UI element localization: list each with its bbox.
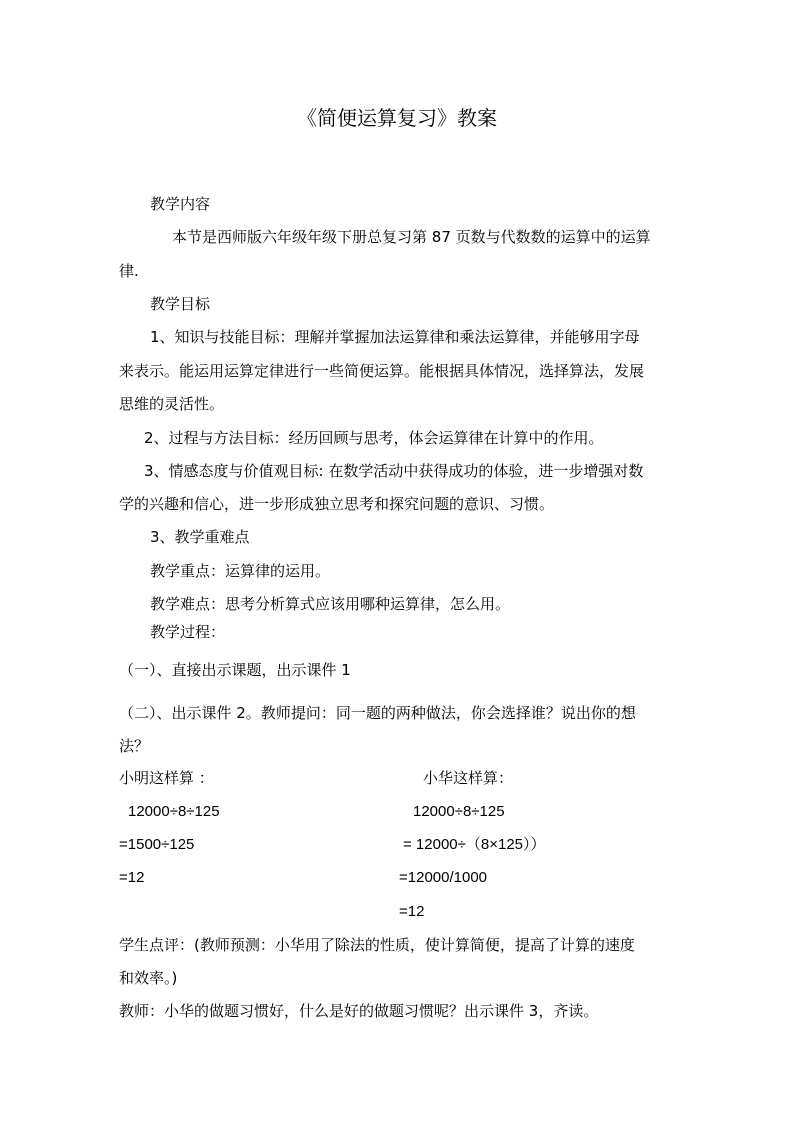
section-key-heading: 3、教学重难点: [150, 528, 250, 546]
section-goals-heading: 教学目标: [150, 295, 211, 313]
section-content-heading: 教学内容: [150, 195, 211, 213]
xiaoming-step-2: =1500÷125: [119, 836, 195, 853]
xiaoming-label: 小明这样算 ：: [119, 769, 214, 787]
xiaohua-step-1: 12000÷8÷125: [413, 803, 505, 820]
xiaoming-step-3: =12: [119, 869, 145, 886]
step-1: （一）、直接出示课题，出示课件 1: [119, 661, 351, 679]
xiaoming-step-1: 12000÷8÷125: [128, 803, 220, 820]
step-2-line-1: （二）、出示课件 2。教师提问：同一题的两种做法，你会选择谁？说出你的想: [119, 704, 636, 722]
goal-1-line-3: 思维的灵活性。: [119, 395, 225, 413]
xiaohua-step-2: = 12000÷（8×125））: [403, 836, 546, 853]
goal-3-line-2: 学的兴趣和信心，进一步形成独立思考和探究问题的意识、习惯。: [119, 495, 555, 513]
key-point: 教学重点：运算律的运用。: [150, 562, 331, 580]
student-comment-line-2: 和效率。): [119, 969, 178, 987]
document-title: 《简便运算复习》教案: [297, 106, 497, 130]
process-heading: 教学过程：: [150, 623, 226, 641]
goal-3-line-1: 3、情感态度与价值观目标: 在数学活动中获得成功的体验，进一步增强对数: [144, 462, 644, 480]
goal-1-line-1: 1、知识与技能目标：理解并掌握加法运算律和乘法运算律，并能够用字母: [150, 328, 640, 346]
teacher-remark: 教师：小华的做题习惯好，什么是好的做题习惯呢？出示课件 3，齐读。: [119, 1002, 599, 1020]
goal-1-line-2: 来表示。能运用运算定律进行一些简便运算。能根据具体情况，选择算法，发展: [119, 362, 645, 380]
xiaohua-step-4: =12: [399, 903, 425, 920]
difficult-point: 教学难点：思考分析算式应该用哪种运算律，怎么用。: [150, 595, 511, 613]
step-2-line-2: 法？: [119, 737, 150, 755]
student-comment-line-1: 学生点评：(教师预测：小华用了除法的性质，使计算简便，提高了计算的速度: [119, 936, 635, 954]
content-paragraph-line-2: 律.: [119, 262, 139, 280]
goal-2: 2、过程与方法目标：经历回顾与思考，体会运算律在计算中的作用。: [144, 429, 604, 447]
content-paragraph-line-1: 本节是西师版六年级年级下册总复习第 87 页数与代数数的运算中的运算: [172, 228, 651, 246]
xiaohua-label: 小华这样算：: [423, 769, 514, 787]
xiaohua-step-3: =12000/1000: [399, 869, 488, 886]
